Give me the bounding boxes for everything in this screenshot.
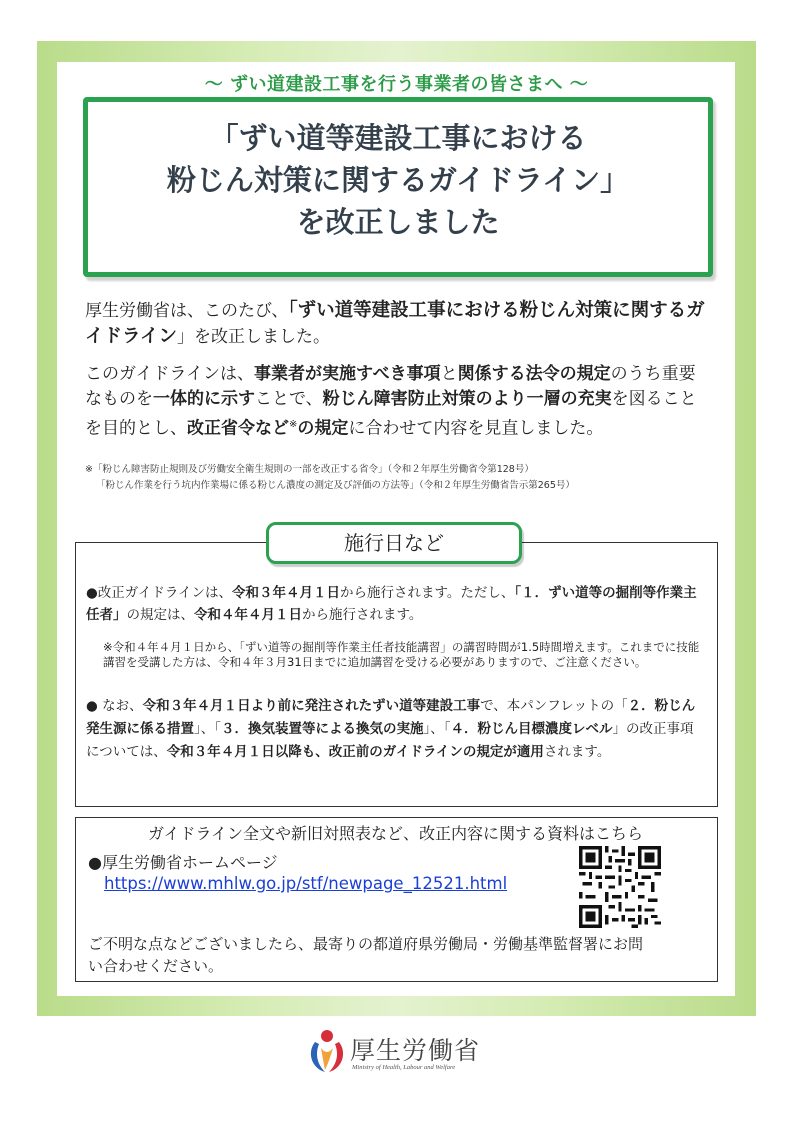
bold-text: 令和３年４月１日 (231, 585, 340, 601)
text: ● なお、 (86, 698, 143, 714)
contact-text: ご不明な点などございましたら、最寄りの都道府県労働局・労働基準監督署にお問い合わせください。 (88, 935, 644, 975)
bold-text: 令和３年４月１日より前に発注されたずい道等建設工事 (142, 698, 481, 714)
bold-text: 事業者が実施すべき事項 (253, 364, 441, 384)
section-header: 施行日など (266, 522, 522, 564)
text: と (440, 364, 458, 384)
mhlw-homepage-label: ●厚生労働省ホームページ (88, 853, 278, 872)
footnote-line-2: 「粉じん作業を行う坑内作業場に係る粉じん濃度の測定及び評価の方法等」（令和２年厚生労働省告示第265号） (96, 480, 575, 491)
bold-text: ４．粉じん目標濃度レベル (450, 721, 613, 737)
text: から施行されます。ただし、 (339, 585, 515, 601)
ministry-name: 厚生労働省 (350, 1036, 481, 1065)
text: ことで、 (255, 389, 323, 409)
bullet-note: ※令和４年４月１日から、「ずい道等の掘削等作業主任者技能講習」の講習時間が1.5時間増えます。これまでに技能講習を受講した方は、令和４年３月31日までに追加講習を受ける必要がありますので、ご注意ください。 (103, 640, 700, 669)
bullet-enforcement-date (86, 582, 706, 626)
resources-title: ガイドライン全文や新旧対照表など、改正内容に関する資料はこちら (147, 824, 644, 843)
text: から施行されます。 (302, 607, 423, 623)
text: 」を改正しました。 (176, 327, 330, 347)
title-box (83, 97, 713, 277)
text: 」、「 (423, 721, 451, 737)
text: されます。 (543, 744, 611, 760)
bold-text: ３．換気装置等による換気の実施 (221, 721, 424, 737)
bold-text: の規定 (297, 418, 349, 439)
text: のうち重要なものを (85, 364, 696, 409)
footnote (85, 462, 725, 494)
intro-paragraph-2 (85, 362, 710, 442)
text: に合わせて内容を見直しました。 (348, 418, 604, 439)
text: 厚生労働省は、このたび、 (85, 301, 289, 321)
title-line-3: を改正しました (296, 205, 500, 239)
bold-text: 令和３年４月１日以降も、改正前のガイドラインの規定が適用 (166, 744, 544, 760)
text: で、本パンフレットの「 (480, 698, 628, 714)
audience-subtitle: 〜 ずい道建設工事を行う事業者の皆さまへ 〜 (204, 74, 589, 95)
guideline-link[interactable]: https://www.mhlw.go.jp/stf/newpage_12521.html (104, 874, 508, 893)
text: 」の改正事項については、 (86, 721, 694, 760)
text: の規定は、 (126, 607, 194, 623)
title-line-1: 「ずい道等建設工事における (209, 121, 587, 155)
qr-code-icon[interactable] (579, 846, 661, 928)
bullet-transitional (86, 695, 706, 764)
text: このガイドラインは、 (85, 364, 254, 384)
intro-paragraph-1 (85, 298, 710, 350)
footnote-mark: ※ (289, 419, 298, 430)
bold-text: 関係する法令の規定 (457, 364, 611, 384)
bold-text: 改正省令など (187, 418, 289, 439)
bold-text: 令和４年４月１日 (194, 607, 302, 623)
text: 」、「 (194, 721, 221, 737)
footnote-line-1: ※「粉じん障害防止規則及び労働安全衛生規則の一部を改正する省令」（令和２年厚生労働省令第128号） (85, 464, 534, 475)
bold-text: ２．粉じん発生源に係る措置 (86, 698, 696, 737)
text: を図ることを目的とし、 (85, 389, 697, 439)
ministry-name-english: Ministry of Health, Labour and Welfare (352, 1064, 456, 1071)
title-line-2: 粉じん対策に関するガイドライン」 (166, 163, 630, 197)
bold-text: 粉じん障害防止対策のより一層の充実 (322, 389, 612, 409)
bold-text: 「１．ずい道等の掘削等作業主任者」 (86, 585, 697, 623)
bold-text: 一体的に示す (153, 389, 255, 409)
text: ●改正ガイドラインは、 (86, 585, 232, 601)
bold-text: 「ずい道等建設工事における粉じん対策に関するガイドライン (85, 300, 705, 347)
